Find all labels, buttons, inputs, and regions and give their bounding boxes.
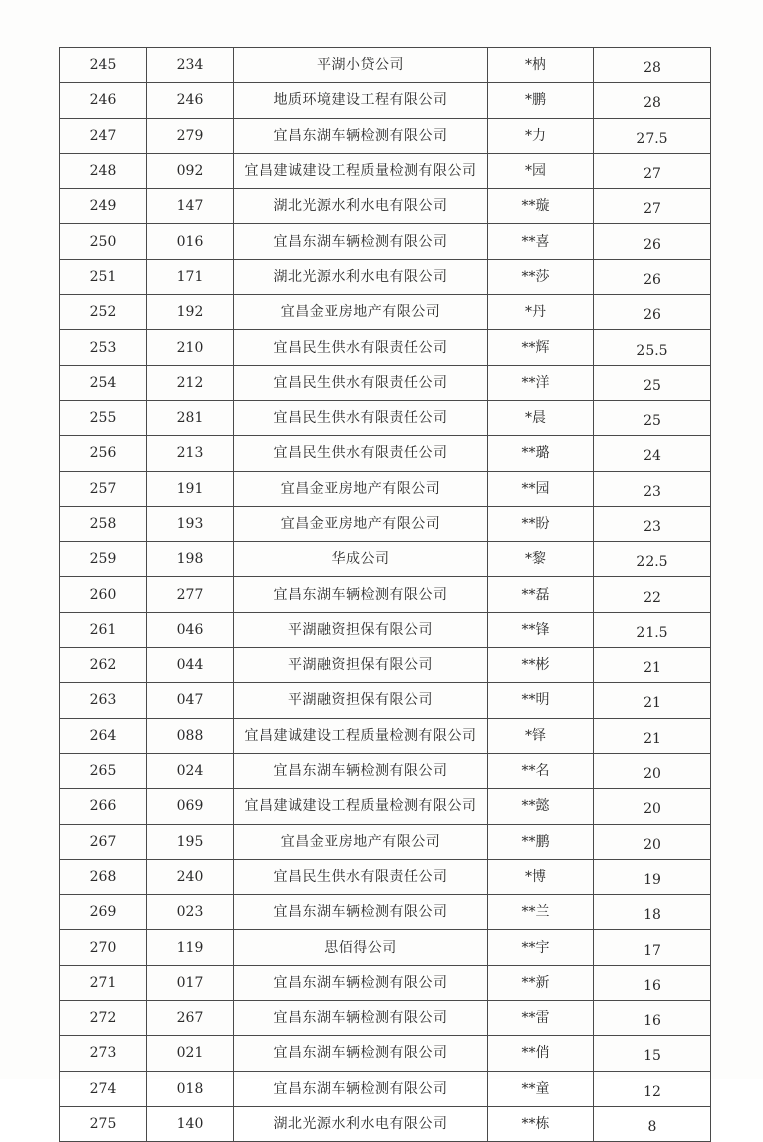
name-cell: *黎	[488, 542, 594, 577]
table-body	[60, 48, 711, 1142]
name-cell: **彬	[488, 648, 594, 683]
company-cell: 宜昌金亚房地产有限公司	[234, 471, 488, 506]
company-cell: 宜昌金亚房地产有限公司	[234, 295, 488, 330]
table-row	[60, 859, 711, 894]
rank-cell: 252	[60, 295, 147, 330]
rank-cell: 270	[60, 930, 147, 965]
company-cell: 华成公司	[234, 542, 488, 577]
table-row	[60, 542, 711, 577]
company-cell: 湖北光源水利水电有限公司	[234, 189, 488, 224]
table-row	[60, 1071, 711, 1106]
company-cell: 宜昌民生供水有限责任公司	[234, 400, 488, 435]
id-cell: 069	[147, 789, 234, 824]
table-row	[60, 930, 711, 965]
id-cell: 016	[147, 224, 234, 259]
score-cell: 20	[594, 789, 711, 824]
name-cell: *力	[488, 118, 594, 153]
rank-cell: 264	[60, 718, 147, 753]
name-cell: **璇	[488, 189, 594, 224]
score-cell: 16	[594, 965, 711, 1000]
company-cell: 宜昌建诚建设工程质量检测有限公司	[234, 718, 488, 753]
id-cell: 088	[147, 718, 234, 753]
table-row	[60, 718, 711, 753]
table-row	[60, 436, 711, 471]
id-cell: 147	[147, 189, 234, 224]
id-cell: 213	[147, 436, 234, 471]
rank-cell: 257	[60, 471, 147, 506]
score-cell: 18	[594, 895, 711, 930]
company-cell: 宜昌东湖车辆检测有限公司	[234, 224, 488, 259]
name-cell: *鹏	[488, 83, 594, 118]
rank-cell: 255	[60, 400, 147, 435]
company-cell: 宜昌东湖车辆检测有限公司	[234, 895, 488, 930]
id-cell: 140	[147, 1106, 234, 1141]
rank-cell: 253	[60, 330, 147, 365]
id-cell: 024	[147, 753, 234, 788]
company-cell: 宜昌东湖车辆检测有限公司	[234, 1071, 488, 1106]
score-cell: 17	[594, 930, 711, 965]
table-row	[60, 471, 711, 506]
table-row	[60, 118, 711, 153]
table-row	[60, 895, 711, 930]
id-cell: 191	[147, 471, 234, 506]
company-cell: 平湖小贷公司	[234, 48, 488, 83]
score-cell: 27	[594, 153, 711, 188]
company-cell: 宜昌民生供水有限责任公司	[234, 365, 488, 400]
table-row	[60, 330, 711, 365]
rank-cell: 274	[60, 1071, 147, 1106]
id-cell: 279	[147, 118, 234, 153]
name-cell: **明	[488, 683, 594, 718]
rank-cell: 262	[60, 648, 147, 683]
score-cell: 27.5	[594, 118, 711, 153]
id-cell: 210	[147, 330, 234, 365]
name-cell: **俏	[488, 1036, 594, 1071]
company-cell: 宜昌东湖车辆检测有限公司	[234, 118, 488, 153]
table-row	[60, 753, 711, 788]
name-cell: *枘	[488, 48, 594, 83]
company-cell: 宜昌民生供水有限责任公司	[234, 859, 488, 894]
name-cell: **盼	[488, 506, 594, 541]
rank-cell: 272	[60, 1001, 147, 1036]
name-cell: *博	[488, 859, 594, 894]
company-cell: 宜昌东湖车辆检测有限公司	[234, 577, 488, 612]
name-cell: **雷	[488, 1001, 594, 1036]
id-cell: 277	[147, 577, 234, 612]
company-cell: 平湖融资担保有限公司	[234, 648, 488, 683]
name-cell: **名	[488, 753, 594, 788]
company-cell: 宜昌东湖车辆检测有限公司	[234, 965, 488, 1000]
id-cell: 023	[147, 895, 234, 930]
rank-cell: 263	[60, 683, 147, 718]
name-cell: **璐	[488, 436, 594, 471]
table-row	[60, 48, 711, 83]
name-cell: **喜	[488, 224, 594, 259]
id-cell: 119	[147, 930, 234, 965]
id-cell: 267	[147, 1001, 234, 1036]
company-cell: 宜昌建诚建设工程质量检测有限公司	[234, 153, 488, 188]
company-cell: 宜昌金亚房地产有限公司	[234, 506, 488, 541]
table-row	[60, 365, 711, 400]
name-cell: *铎	[488, 718, 594, 753]
rank-cell: 271	[60, 965, 147, 1000]
score-cell: 16	[594, 1001, 711, 1036]
company-cell: 宜昌金亚房地产有限公司	[234, 824, 488, 859]
rank-cell: 268	[60, 859, 147, 894]
name-cell: **鹏	[488, 824, 594, 859]
rank-cell: 261	[60, 612, 147, 647]
table-row	[60, 83, 711, 118]
name-cell: **洋	[488, 365, 594, 400]
score-cell: 28	[594, 48, 711, 83]
company-cell: 宜昌东湖车辆检测有限公司	[234, 1036, 488, 1071]
name-cell: **童	[488, 1071, 594, 1106]
name-cell: **宇	[488, 930, 594, 965]
company-cell: 宜昌东湖车辆检测有限公司	[234, 1001, 488, 1036]
company-cell: 平湖融资担保有限公司	[234, 612, 488, 647]
score-cell: 28	[594, 83, 711, 118]
name-cell: **栋	[488, 1106, 594, 1141]
name-cell: **锋	[488, 612, 594, 647]
id-cell: 240	[147, 859, 234, 894]
table-row	[60, 506, 711, 541]
score-table	[59, 47, 711, 1142]
name-cell: **园	[488, 471, 594, 506]
name-cell: **辉	[488, 330, 594, 365]
id-cell: 021	[147, 1036, 234, 1071]
table-row	[60, 153, 711, 188]
id-cell: 092	[147, 153, 234, 188]
name-cell: *丹	[488, 295, 594, 330]
table-row	[60, 1106, 711, 1141]
score-cell: 15	[594, 1036, 711, 1071]
id-cell: 192	[147, 295, 234, 330]
score-cell: 20	[594, 824, 711, 859]
score-cell: 8	[594, 1106, 711, 1141]
score-cell: 24	[594, 436, 711, 471]
table-row	[60, 612, 711, 647]
rank-cell: 266	[60, 789, 147, 824]
score-cell: 22	[594, 577, 711, 612]
id-cell: 046	[147, 612, 234, 647]
score-cell: 23	[594, 471, 711, 506]
score-cell: 21	[594, 718, 711, 753]
rank-cell: 267	[60, 824, 147, 859]
rank-cell: 258	[60, 506, 147, 541]
rank-cell: 248	[60, 153, 147, 188]
score-cell: 26	[594, 224, 711, 259]
score-cell: 21	[594, 648, 711, 683]
id-cell: 246	[147, 83, 234, 118]
score-cell: 20	[594, 753, 711, 788]
id-cell: 044	[147, 648, 234, 683]
company-cell: 湖北光源水利水电有限公司	[234, 259, 488, 294]
company-cell: 宜昌民生供水有限责任公司	[234, 436, 488, 471]
company-cell: 宜昌东湖车辆检测有限公司	[234, 753, 488, 788]
rank-cell: 256	[60, 436, 147, 471]
score-cell: 27	[594, 189, 711, 224]
id-cell: 171	[147, 259, 234, 294]
score-cell: 25	[594, 400, 711, 435]
table-row	[60, 1036, 711, 1071]
id-cell: 195	[147, 824, 234, 859]
table-row	[60, 224, 711, 259]
company-cell: 宜昌民生供水有限责任公司	[234, 330, 488, 365]
name-cell: *晨	[488, 400, 594, 435]
id-cell: 193	[147, 506, 234, 541]
rank-cell: 245	[60, 48, 147, 83]
company-cell: 思佰得公司	[234, 930, 488, 965]
table-row	[60, 295, 711, 330]
rank-cell: 265	[60, 753, 147, 788]
table-row	[60, 400, 711, 435]
rank-cell: 275	[60, 1106, 147, 1141]
rank-cell: 246	[60, 83, 147, 118]
name-cell: **磊	[488, 577, 594, 612]
id-cell: 047	[147, 683, 234, 718]
company-cell: 平湖融资担保有限公司	[234, 683, 488, 718]
id-cell: 018	[147, 1071, 234, 1106]
score-cell: 21.5	[594, 612, 711, 647]
rank-cell: 259	[60, 542, 147, 577]
table-row	[60, 259, 711, 294]
score-cell: 21	[594, 683, 711, 718]
rank-cell: 254	[60, 365, 147, 400]
score-cell: 26	[594, 259, 711, 294]
id-cell: 234	[147, 48, 234, 83]
rank-cell: 269	[60, 895, 147, 930]
name-cell: **懿	[488, 789, 594, 824]
score-cell: 26	[594, 295, 711, 330]
name-cell: **兰	[488, 895, 594, 930]
table-row	[60, 683, 711, 718]
score-cell: 22.5	[594, 542, 711, 577]
id-cell: 212	[147, 365, 234, 400]
id-cell: 281	[147, 400, 234, 435]
score-cell: 19	[594, 859, 711, 894]
name-cell: **新	[488, 965, 594, 1000]
rank-cell: 247	[60, 118, 147, 153]
rank-cell: 251	[60, 259, 147, 294]
rank-cell: 249	[60, 189, 147, 224]
name-cell: *园	[488, 153, 594, 188]
rank-cell: 273	[60, 1036, 147, 1071]
company-cell: 地质环境建设工程有限公司	[234, 83, 488, 118]
id-cell: 198	[147, 542, 234, 577]
id-cell: 017	[147, 965, 234, 1000]
score-cell: 25	[594, 365, 711, 400]
rank-cell: 250	[60, 224, 147, 259]
table-row	[60, 789, 711, 824]
score-cell: 12	[594, 1071, 711, 1106]
table-row	[60, 189, 711, 224]
company-cell: 湖北光源水利水电有限公司	[234, 1106, 488, 1141]
table-row	[60, 648, 711, 683]
table-row	[60, 965, 711, 1000]
score-cell: 23	[594, 506, 711, 541]
name-cell: **莎	[488, 259, 594, 294]
score-cell: 25.5	[594, 330, 711, 365]
rank-cell: 260	[60, 577, 147, 612]
table-row	[60, 1001, 711, 1036]
table-row	[60, 577, 711, 612]
company-cell: 宜昌建诚建设工程质量检测有限公司	[234, 789, 488, 824]
table-row	[60, 824, 711, 859]
